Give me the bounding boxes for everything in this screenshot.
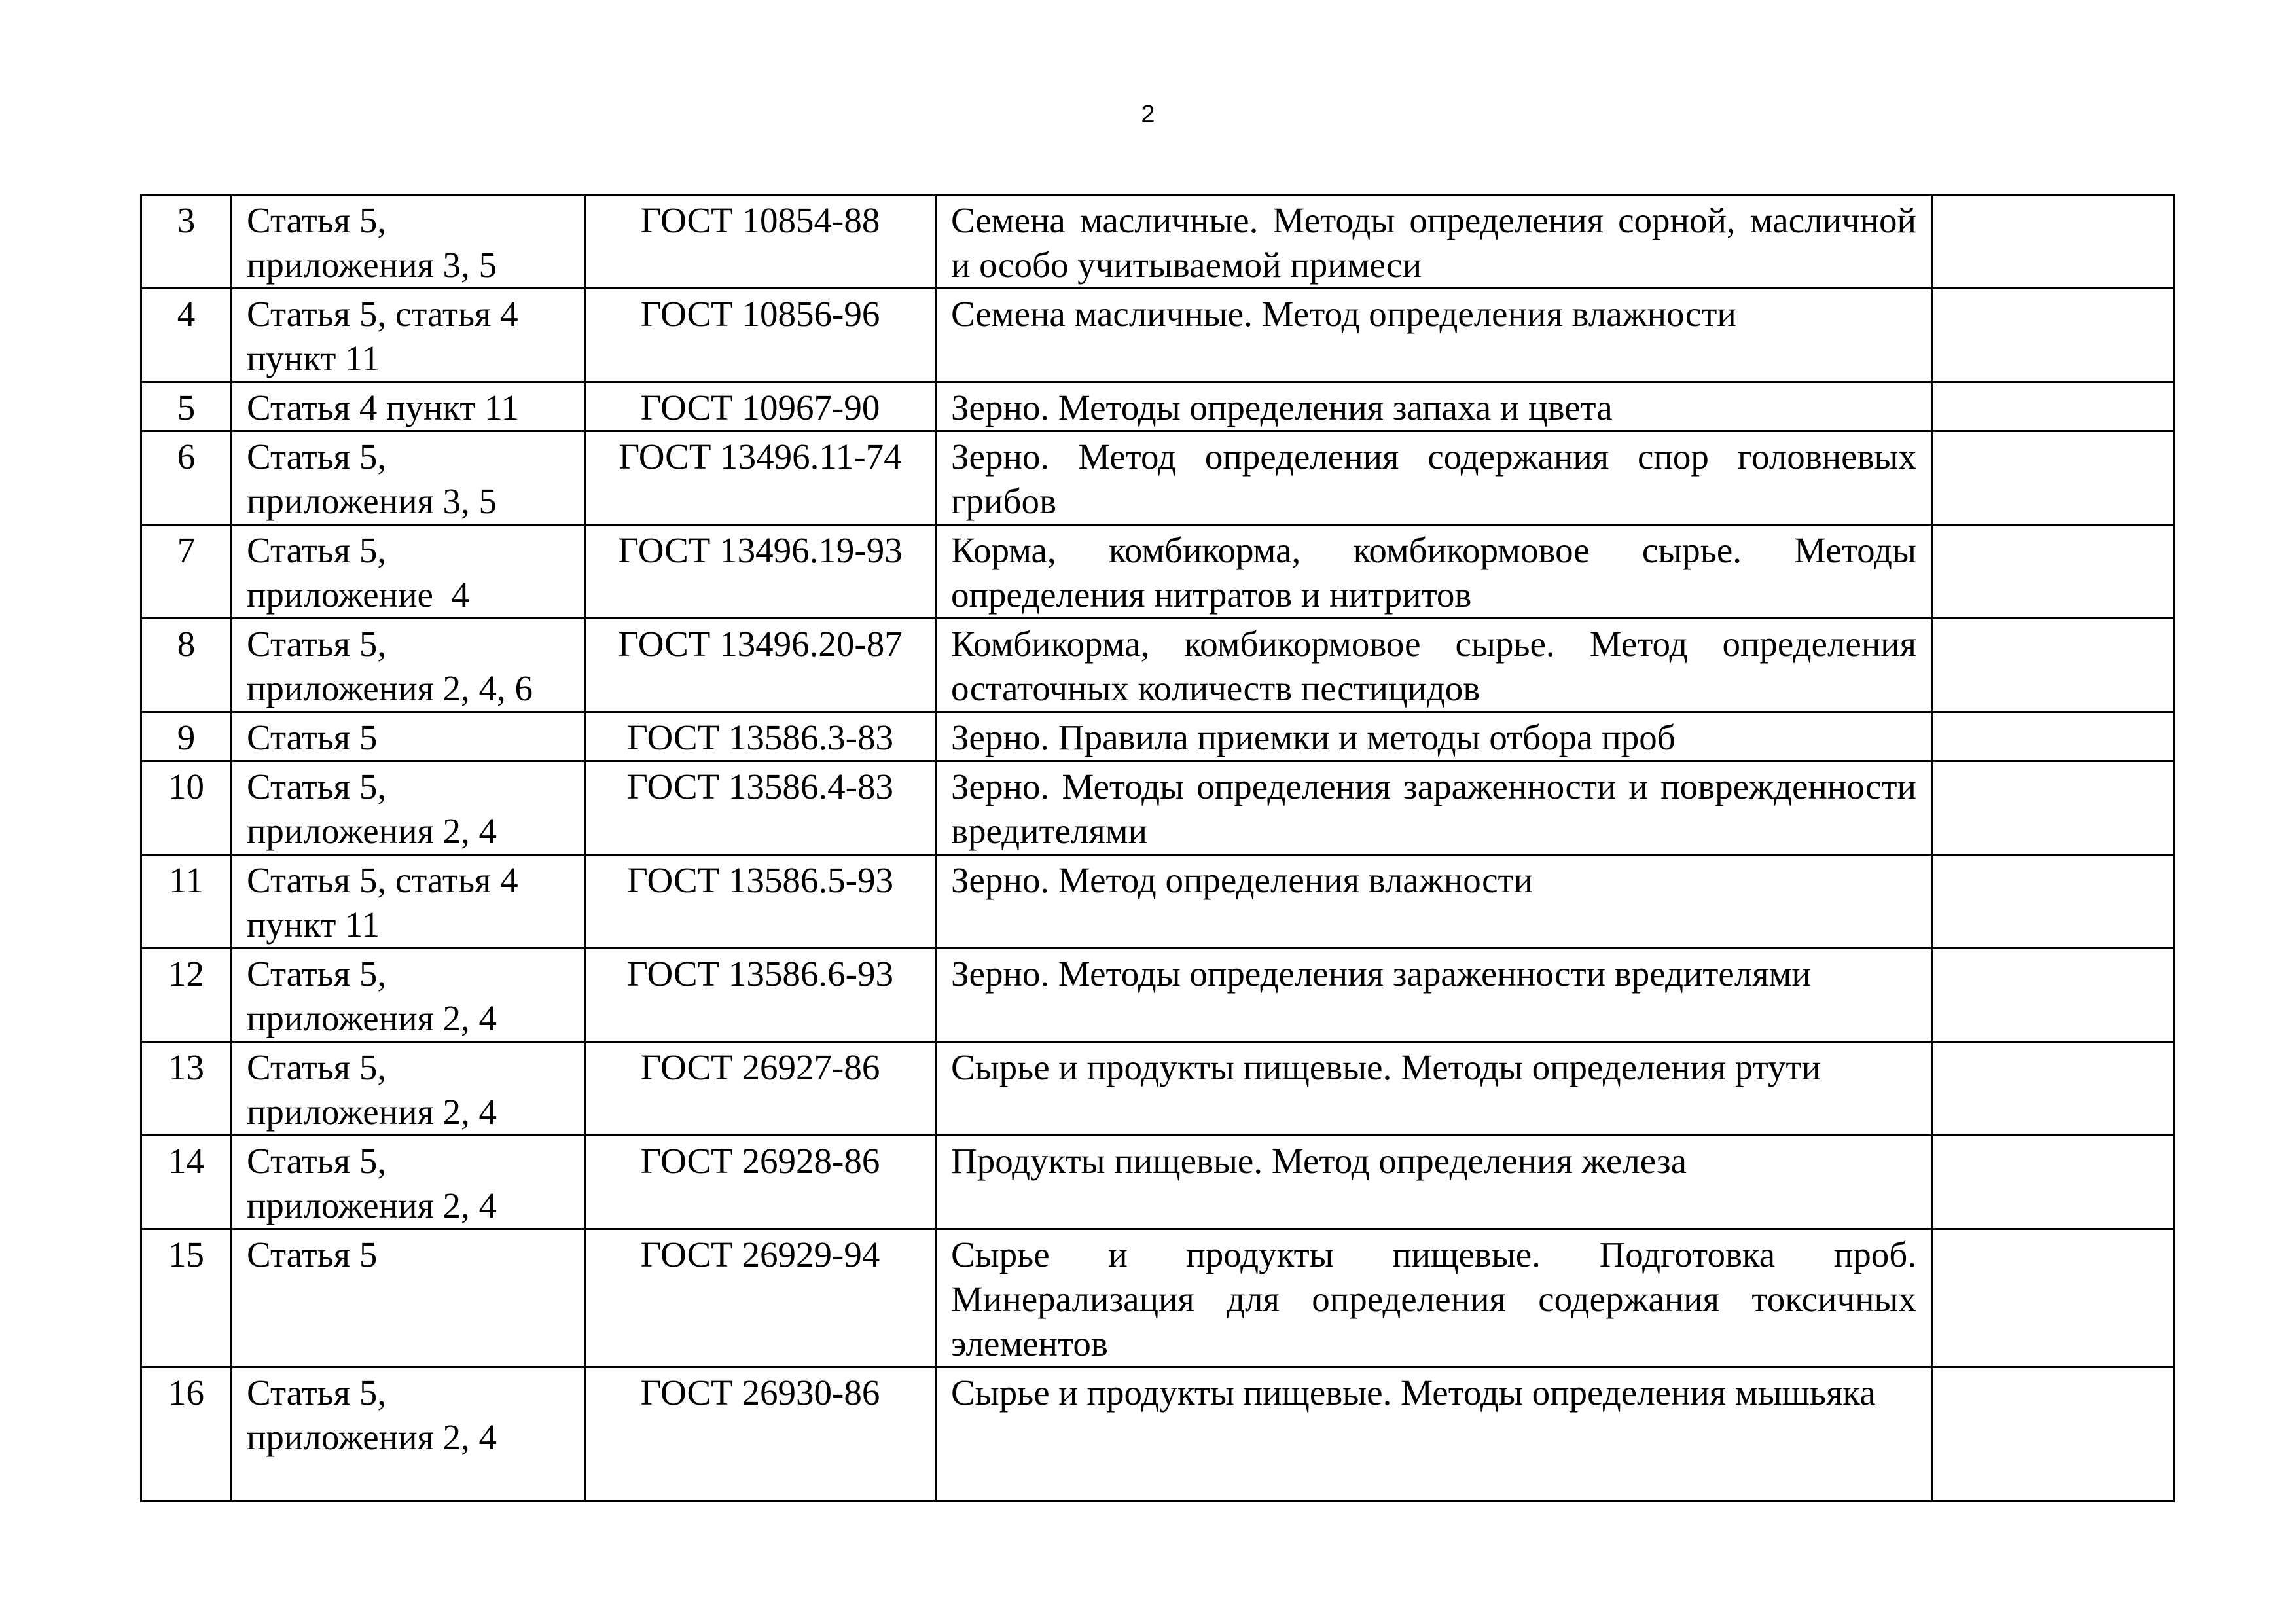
note-cell <box>1932 1136 2174 1229</box>
article-cell <box>232 431 585 525</box>
article-line: Статья 4 пункт 11 <box>247 388 520 427</box>
note-cell <box>1932 1367 2174 1502</box>
table-row <box>141 1042 2174 1136</box>
article-cell <box>232 1042 585 1136</box>
note-cell <box>1932 761 2174 855</box>
table-row <box>141 431 2174 525</box>
gost-code-cell: ГОСТ 13586.6-93 <box>585 948 936 1042</box>
note-cell <box>1932 948 2174 1042</box>
article-line: приложения 2, 4 <box>247 811 497 851</box>
article-line: Статья 5 <box>247 1235 378 1274</box>
gost-code-cell: ГОСТ 13496.20-87 <box>585 619 936 712</box>
article-line: Статья 5, <box>247 437 387 477</box>
article-line: Статья 5, <box>247 954 387 994</box>
article-line: приложения 2, 4 <box>247 1185 497 1225</box>
row-number-cell: 8 <box>141 619 232 712</box>
note-cell <box>1932 855 2174 948</box>
standard-title-cell: Комбикорма, комбикормовое сырье. Метод определения остаточных количеств пестицидов <box>936 619 1932 712</box>
article-line: Статья 5, статья 4 <box>247 294 518 334</box>
row-number-cell: 15 <box>141 1229 232 1367</box>
row-number-cell: 13 <box>141 1042 232 1136</box>
note-cell <box>1932 431 2174 525</box>
standard-title-cell: Сырье и продукты пищевые. Подготовка проб. Минерализация для определения содержания токсичных элементов <box>936 1229 1932 1367</box>
article-line: Статья 5, <box>247 624 387 664</box>
article-cell <box>232 382 585 431</box>
row-number-cell: 11 <box>141 855 232 948</box>
table-row <box>141 1136 2174 1229</box>
row-number-cell: 9 <box>141 712 232 761</box>
gost-code-cell: ГОСТ 10856-96 <box>585 289 936 382</box>
article-line: приложения 2, 4 <box>247 1417 497 1457</box>
article-cell <box>232 948 585 1042</box>
gost-code-cell: ГОСТ 13586.4-83 <box>585 761 936 855</box>
row-number-cell: 4 <box>141 289 232 382</box>
note-cell <box>1932 195 2174 289</box>
table-row <box>141 619 2174 712</box>
gost-code-cell: ГОСТ 26927-86 <box>585 1042 936 1136</box>
note-cell <box>1932 289 2174 382</box>
article-cell <box>232 289 585 382</box>
note-cell <box>1932 1229 2174 1367</box>
article-line: Статья 5 <box>247 717 378 757</box>
article-line: приложения 2, 4 <box>247 1092 497 1132</box>
row-number-cell: 16 <box>141 1367 232 1502</box>
row-number-cell: 6 <box>141 431 232 525</box>
note-cell <box>1932 619 2174 712</box>
standard-title-cell: Сырье и продукты пищевые. Методы определения мышьяка <box>936 1367 1932 1502</box>
article-cell <box>232 1136 585 1229</box>
note-cell <box>1932 525 2174 619</box>
standard-title-cell: Семена масличные. Метод определения влажности <box>936 289 1932 382</box>
article-line: Статья 5, <box>247 1047 387 1087</box>
article-line: Статья 5, <box>247 1373 387 1413</box>
article-line: пункт 11 <box>247 905 380 945</box>
article-cell <box>232 761 585 855</box>
table-row <box>141 855 2174 948</box>
article-line: пункт 11 <box>247 338 380 378</box>
article-line: Статья 5, <box>247 767 387 806</box>
article-cell <box>232 525 585 619</box>
standard-title-cell: Зерно. Метод определения влажности <box>936 855 1932 948</box>
article-cell <box>232 619 585 712</box>
gost-code-cell: ГОСТ 13586.3-83 <box>585 712 936 761</box>
page-number: 2 <box>1141 101 1155 128</box>
article-cell <box>232 1229 585 1367</box>
article-cell <box>232 712 585 761</box>
gost-code-cell: ГОСТ 26928-86 <box>585 1136 936 1229</box>
gost-code-cell: ГОСТ 10854-88 <box>585 195 936 289</box>
article-cell <box>232 855 585 948</box>
article-line: Статья 5, <box>247 530 387 570</box>
gost-code-cell: ГОСТ 26929-94 <box>585 1229 936 1367</box>
row-number-cell: 5 <box>141 382 232 431</box>
row-number-cell: 12 <box>141 948 232 1042</box>
standard-title-cell: Сырье и продукты пищевые. Методы определения ртути <box>936 1042 1932 1136</box>
gost-code-cell: ГОСТ 13586.5-93 <box>585 855 936 948</box>
article-line: приложение 4 <box>247 575 469 615</box>
standards-table <box>140 194 2175 1502</box>
standard-title-cell: Зерно. Методы определения зараженности и поврежденности вредителями <box>936 761 1932 855</box>
table-row <box>141 525 2174 619</box>
row-number-cell: 7 <box>141 525 232 619</box>
row-number-cell: 3 <box>141 195 232 289</box>
standard-title-cell: Продукты пищевые. Метод определения железа <box>936 1136 1932 1229</box>
article-line: приложения 2, 4, 6 <box>247 668 533 708</box>
article-cell <box>232 1367 585 1502</box>
table-row <box>141 761 2174 855</box>
standards-table-body <box>141 195 2174 1502</box>
table-row <box>141 948 2174 1042</box>
note-cell <box>1932 382 2174 431</box>
article-line: приложения 3, 5 <box>247 481 497 521</box>
standard-title-cell: Зерно. Правила приемки и методы отбора проб <box>936 712 1932 761</box>
table-row <box>141 195 2174 289</box>
article-line: Статья 5, статья 4 <box>247 860 518 900</box>
standard-title-cell: Корма, комбикорма, комбикормовое сырье. Методы определения нитратов и нитритов <box>936 525 1932 619</box>
article-line: приложения 2, 4 <box>247 998 497 1038</box>
gost-code-cell: ГОСТ 26930-86 <box>585 1367 936 1502</box>
article-cell <box>232 195 585 289</box>
standard-title-cell: Зерно. Методы определения запаха и цвета <box>936 382 1932 431</box>
standard-title-cell: Зерно. Метод определения содержания спор головневых грибов <box>936 431 1932 525</box>
table-row <box>141 382 2174 431</box>
row-number-cell: 14 <box>141 1136 232 1229</box>
article-line: приложения 3, 5 <box>247 245 497 285</box>
article-line: Статья 5, <box>247 1141 387 1181</box>
table-row <box>141 712 2174 761</box>
standard-title-cell: Семена масличные. Методы определения сорной, масличной и особо учитываемой примеси <box>936 195 1932 289</box>
gost-code-cell: ГОСТ 13496.11-74 <box>585 431 936 525</box>
gost-code-cell: ГОСТ 13496.19-93 <box>585 525 936 619</box>
row-number-cell: 10 <box>141 761 232 855</box>
note-cell <box>1932 712 2174 761</box>
note-cell <box>1932 1042 2174 1136</box>
article-line: Статья 5, <box>247 200 387 240</box>
table-row <box>141 1229 2174 1367</box>
standard-title-cell: Зерно. Методы определения зараженности вредителями <box>936 948 1932 1042</box>
gost-code-cell: ГОСТ 10967-90 <box>585 382 936 431</box>
table-row <box>141 289 2174 382</box>
table-row <box>141 1367 2174 1502</box>
